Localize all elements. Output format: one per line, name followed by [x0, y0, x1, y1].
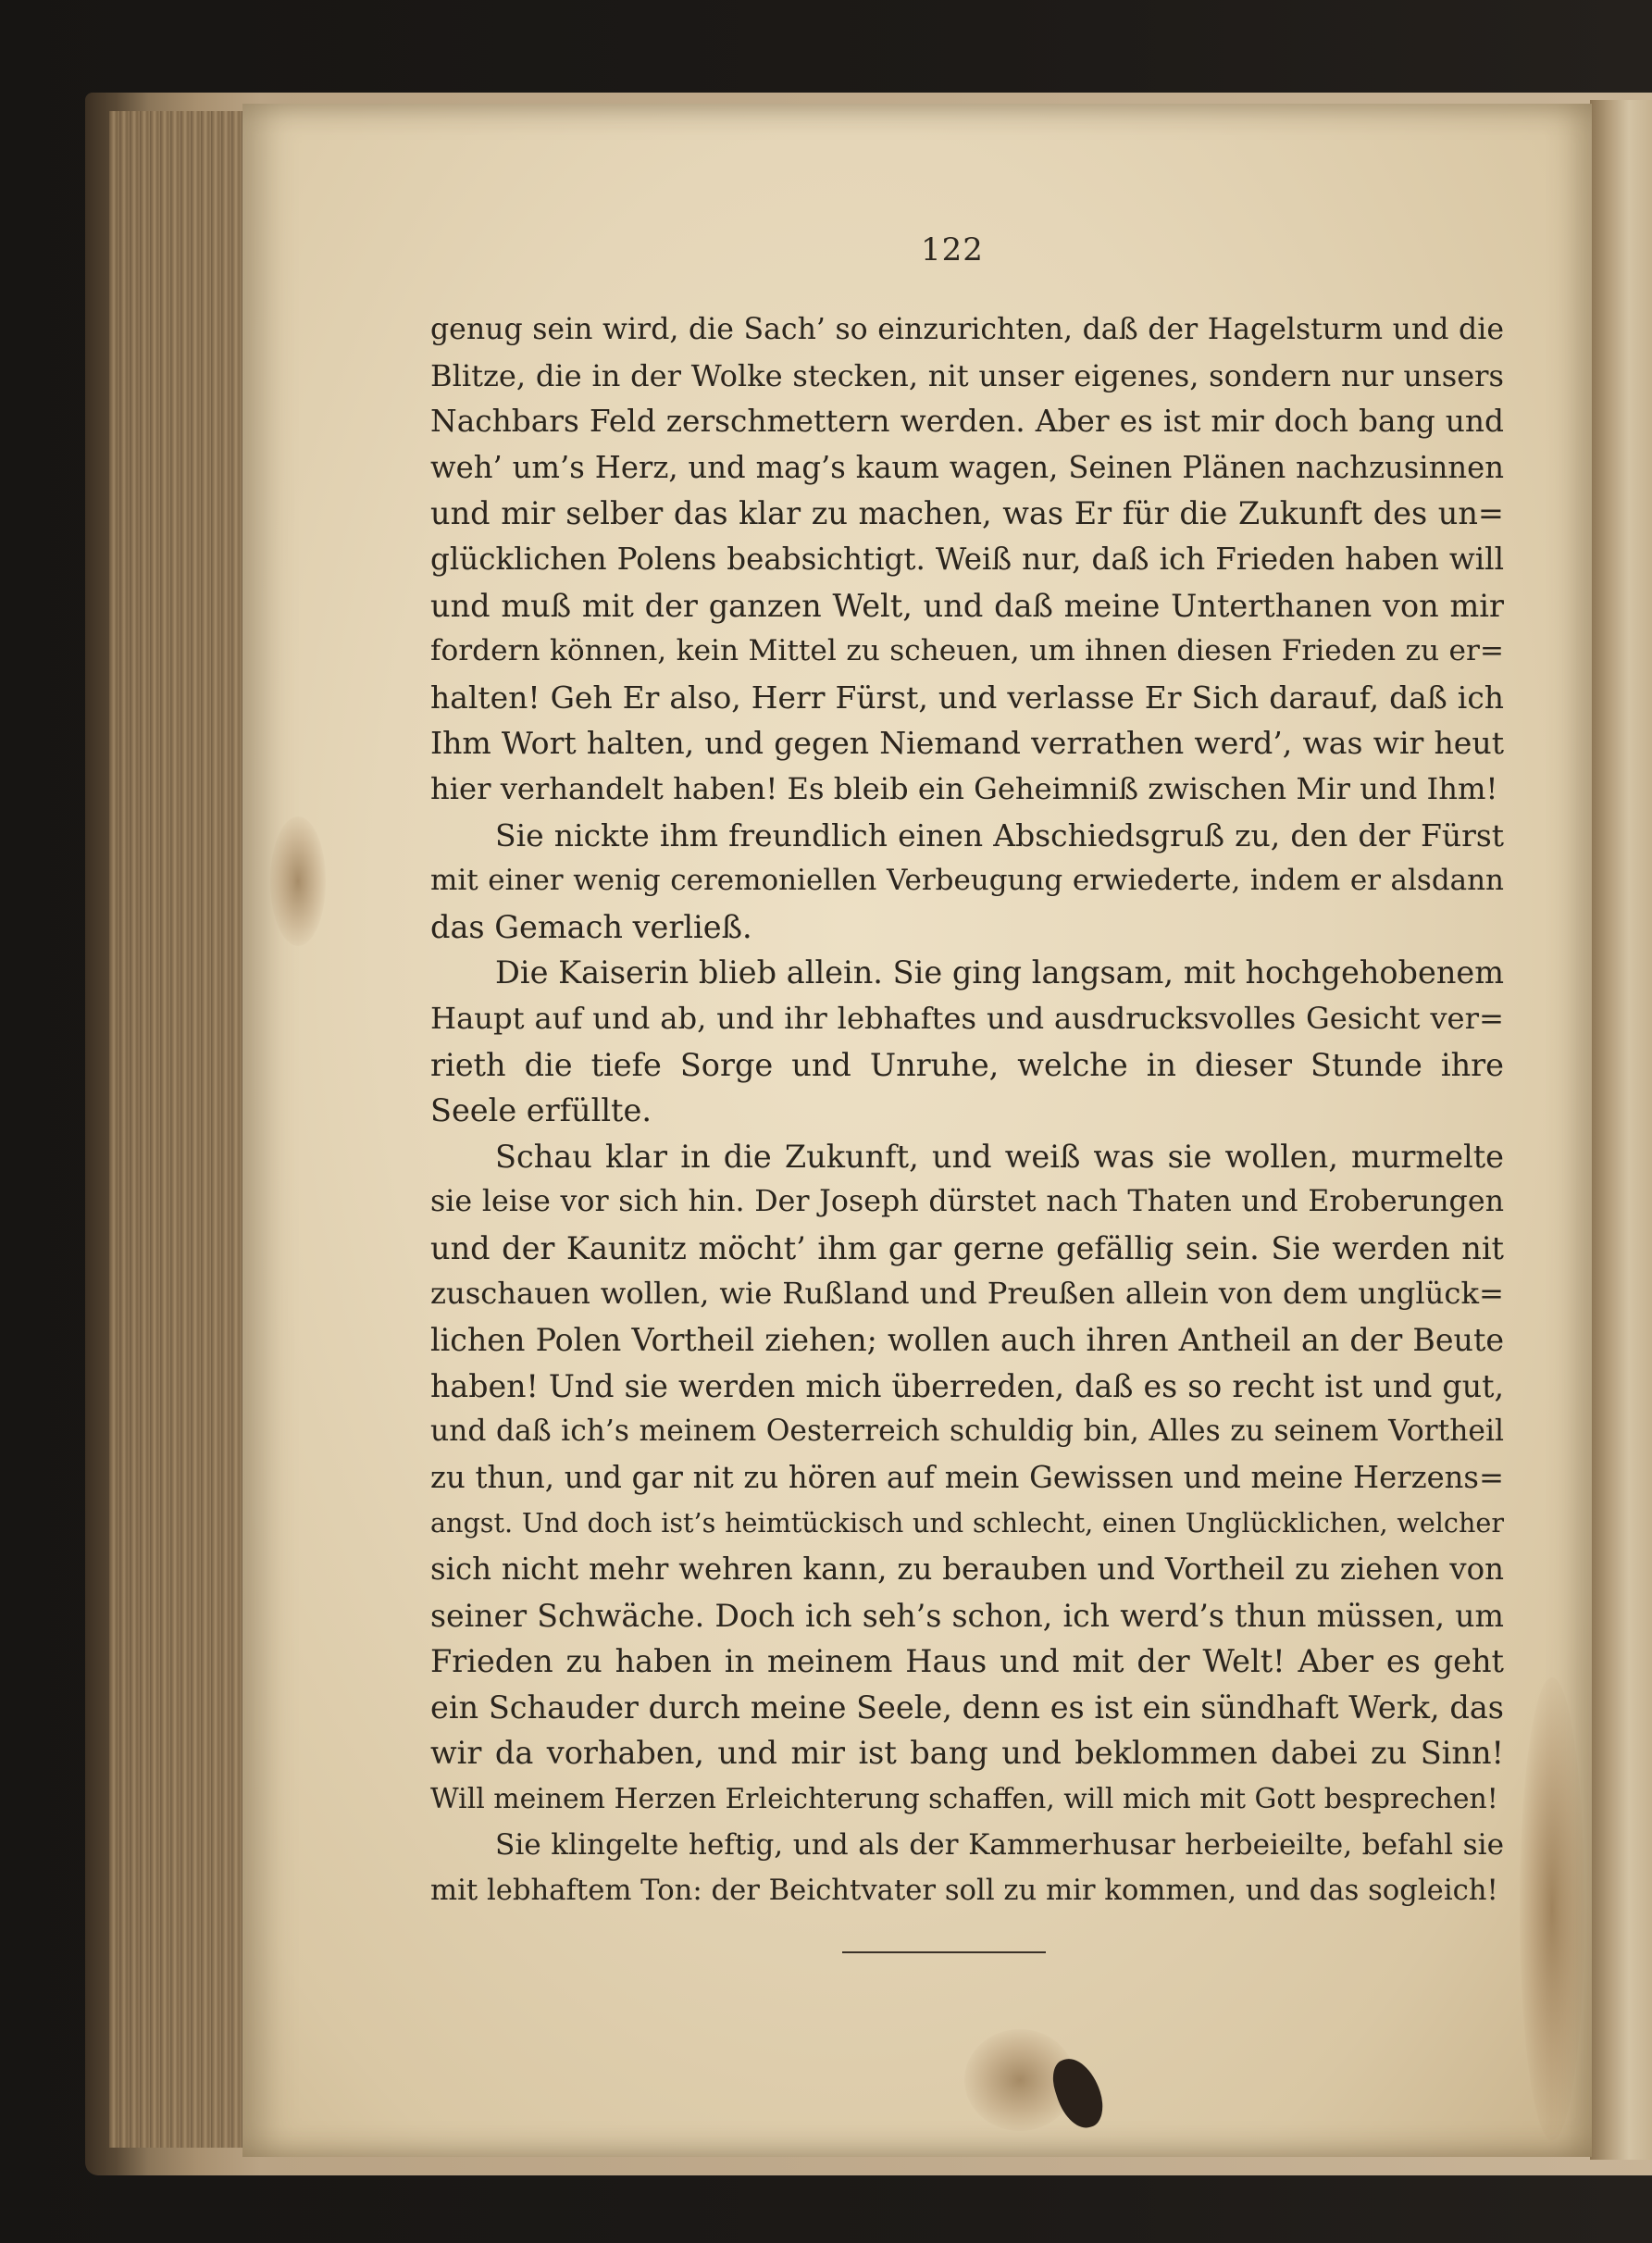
text-line: Blitze, die in der Wolke stecken, nit unser eigenes, sondern nur unsers [430, 357, 1504, 393]
text-line: und daß ich’s meinem Oesterreich schuldig bin, Alles zu seinem Vortheil [430, 1414, 1504, 1449]
text-line: glücklichen Polens beabsichtigt. Weiß nur, daß ich Frieden haben will [430, 541, 1504, 577]
text-line: zu thun, und gar nit zu hören auf mein Gewissen und meine Herzens= [430, 1459, 1504, 1495]
page-text [430, 307, 1504, 1914]
text-line: halten! Geh Er also, Herr Fürst, und verlasse Er Sich darauf, daß ich [430, 679, 1504, 716]
text-line: rieth die tiefe Sorge und Unruhe, welche in dieser Stunde ihre [430, 1046, 1504, 1083]
text-line: sich nicht mehr wehren kann, zu berauben und Vortheil zu ziehen von [430, 1551, 1504, 1588]
text-line: zuschauen wollen, wie Rußland und Preußen allein von dem unglück= [430, 1276, 1504, 1312]
text-line: Die Kaiserin blieb allein. Sie ging langsam, mit hochgehobenem [495, 954, 1504, 991]
facing-page-edge [1590, 100, 1652, 2160]
stain-left [270, 816, 326, 946]
text-line: sie leise vor sich hin. Der Joseph dürstet nach Thaten und Eroberungen [430, 1185, 1504, 1219]
text-line: Haupt auf und ab, und ihr lebhaftes und ausdrucksvolles Gesicht ver= [430, 1000, 1504, 1036]
text-line: Ihm Wort halten, und gegen Niemand verrathen werd’, was wir heut [430, 725, 1504, 762]
text-line: lichen Polen Vortheil ziehen; wollen auch ihren Antheil an der Beute [430, 1322, 1504, 1359]
text-line: angst. Und doch ist’s heimtückisch und schlecht, einen Unglücklichen, welcher [430, 1507, 1504, 1539]
page-edges [109, 111, 243, 2148]
page-number: 122 [921, 231, 984, 268]
text-line: und muß mit der ganzen Welt, und daß meine Unterthanen von mir [430, 587, 1504, 624]
text-line: Nachbars Feld zerschmettern werden. Aber es ist mir doch bang und [430, 404, 1504, 440]
text-line: Sie klingelte heftig, und als der Kammerhusar herbeieilte, befahl sie [495, 1827, 1504, 1862]
text-line: das Gemach verließ. [430, 908, 752, 945]
text-line: wir da vorhaben, und mir ist bang und beklommen dabei zu Sinn! [430, 1735, 1504, 1772]
text-line: Schau klar in die Zukunft, und weiß was sie wollen, murmelte [495, 1138, 1504, 1175]
end-rule [842, 1951, 1046, 1953]
burn-mark [1047, 2052, 1110, 2134]
text-line: Sie nickte ihm freundlich einen Abschiedsgruß zu, den der Fürst [495, 816, 1504, 854]
text-line: Frieden zu haben in meinem Haus und mit der Welt! Aber es geht [430, 1643, 1504, 1680]
text-line: mit lebhaftem Ton: der Beichtvater soll zu mir kommen, und das sogleich! [430, 1875, 1498, 1908]
text-line: haben! Und sie werden mich überreden, daß es so recht ist und gut, [430, 1367, 1504, 1404]
text-line: mit einer wenig ceremoniellen Verbeugung erwiederte, indem er alsdann [430, 864, 1504, 898]
text-line: und der Kaunitz möcht’ ihm gar gerne gefällig sein. Sie werden nit [430, 1229, 1504, 1266]
text-line: hier verhandelt haben! Es bleib ein Geheimniß zwischen Mir und Ihm! [430, 770, 1498, 806]
text-line: ein Schauder durch meine Seele, denn es ist ein sündhaft Werk, das [430, 1688, 1504, 1726]
stain-edge [1520, 1677, 1584, 2140]
text-line: und mir selber das klar zu machen, was Er für die Zukunft des un= [430, 495, 1504, 532]
text-line: genug sein wird, die Sach’ so einzurichten, daß der Hagelsturm und die [430, 313, 1504, 346]
text-line: Seele erfüllte. [430, 1092, 652, 1129]
text-line: Will meinem Herzen Erleichterung schaffen, will mich mit Gott besprechen! [430, 1783, 1498, 1815]
text-line: weh’ um’s Herz, und mag’s kaum wagen, Seinen Plänen nachzusinnen [430, 449, 1504, 485]
text-line: fordern können, kein Mittel zu scheuen, um ihnen diesen Frieden zu er= [430, 634, 1504, 668]
text-line: seiner Schwäche. Doch ich seh’s schon, ich werd’s thun müssen, um [430, 1597, 1504, 1634]
